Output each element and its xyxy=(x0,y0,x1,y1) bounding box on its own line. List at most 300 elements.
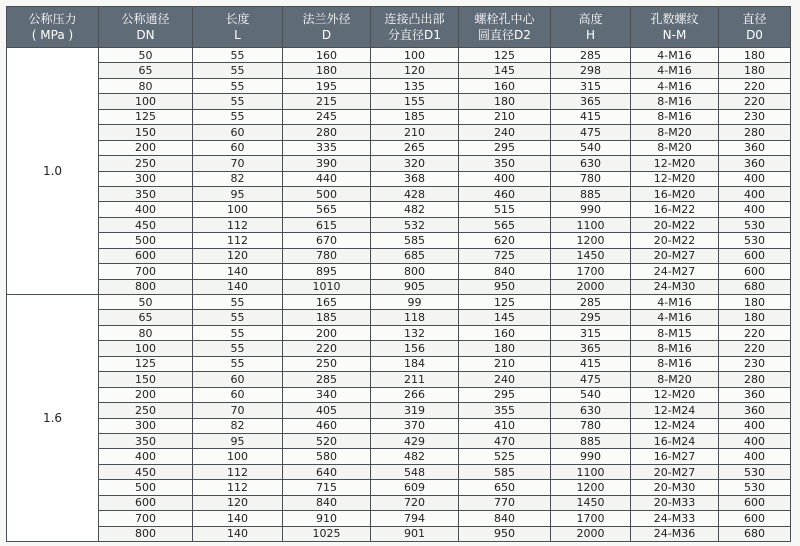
table-cell: 400 xyxy=(459,171,551,186)
table-cell: 600 xyxy=(719,511,791,526)
table-cell: 24-M33 xyxy=(631,511,719,526)
table-cell: 65 xyxy=(99,310,193,325)
table-cell: 112 xyxy=(193,480,283,495)
table-cell: 140 xyxy=(193,526,283,541)
table-cell: 295 xyxy=(551,310,631,325)
table-cell: 530 xyxy=(719,480,791,495)
table-cell: 4-M16 xyxy=(631,78,719,93)
column-header xyxy=(371,7,459,48)
table-cell: 180 xyxy=(719,48,791,63)
table-cell: 460 xyxy=(283,418,371,433)
table-row xyxy=(7,480,791,495)
table-cell: 565 xyxy=(283,202,371,217)
table-cell: 12-M24 xyxy=(631,418,719,433)
table-cell: 405 xyxy=(283,403,371,418)
table-cell: 885 xyxy=(551,433,631,448)
table-cell: 450 xyxy=(99,217,193,232)
table-cell: 901 xyxy=(371,526,459,541)
table-cell: 210 xyxy=(459,356,551,371)
table-cell: 80 xyxy=(99,78,193,93)
column-header-line1: 孔数螺纹 xyxy=(650,12,699,26)
table-cell: 95 xyxy=(193,186,283,201)
table-cell: 220 xyxy=(719,78,791,93)
table-cell: 630 xyxy=(551,156,631,171)
column-header-line2: D0 xyxy=(746,28,763,42)
column-header-line2: L xyxy=(234,28,241,42)
table-cell: 12-M20 xyxy=(631,387,719,402)
table-cell: 24-M27 xyxy=(631,264,719,279)
table-cell: 210 xyxy=(371,125,459,140)
column-header-line2: H xyxy=(585,28,596,42)
table-cell: 24-M36 xyxy=(631,526,719,541)
table-cell: 100 xyxy=(371,48,459,63)
table-cell: 100 xyxy=(99,94,193,109)
table-cell: 140 xyxy=(193,279,283,294)
column-header-line1: 高度 xyxy=(578,12,603,26)
table-cell: 16-M27 xyxy=(631,449,719,464)
table-row xyxy=(7,78,791,93)
table-cell: 100 xyxy=(193,449,283,464)
table-cell: 220 xyxy=(283,341,371,356)
table-cell: 100 xyxy=(99,341,193,356)
table-cell: 350 xyxy=(459,156,551,171)
table-cell: 60 xyxy=(193,372,283,387)
column-header-line2: 分直径D1 xyxy=(388,28,441,42)
table-row xyxy=(7,248,791,263)
table-cell: 620 xyxy=(459,233,551,248)
table-cell: 500 xyxy=(99,233,193,248)
table-cell: 525 xyxy=(459,449,551,464)
table-cell: 2000 xyxy=(551,526,631,541)
table-cell: 95 xyxy=(193,433,283,448)
table-cell: 16-M20 xyxy=(631,186,719,201)
table-cell: 600 xyxy=(719,495,791,510)
table-row xyxy=(7,94,791,109)
table-cell: 365 xyxy=(551,341,631,356)
table-cell: 1450 xyxy=(551,248,631,263)
table-cell: 60 xyxy=(193,140,283,155)
table-cell: 20-M27 xyxy=(631,464,719,479)
table-cell: 600 xyxy=(99,248,193,263)
table-cell: 180 xyxy=(719,295,791,310)
column-header-line1: 直径 xyxy=(742,12,767,26)
table-cell: 280 xyxy=(719,372,791,387)
table-cell: 475 xyxy=(551,125,631,140)
table-cell: 365 xyxy=(551,94,631,109)
table-cell: 24-M30 xyxy=(631,279,719,294)
table-cell: 8-M20 xyxy=(631,125,719,140)
table-cell: 500 xyxy=(283,186,371,201)
table-row xyxy=(7,217,791,232)
table-row xyxy=(7,433,791,448)
column-header xyxy=(719,7,791,48)
table-row xyxy=(7,325,791,340)
table-row xyxy=(7,464,791,479)
table-cell: 370 xyxy=(371,418,459,433)
table-cell: 780 xyxy=(551,418,631,433)
table-cell: 895 xyxy=(283,264,371,279)
table-row xyxy=(7,295,791,310)
table-cell: 300 xyxy=(99,171,193,186)
table-cell: 250 xyxy=(283,356,371,371)
table-body xyxy=(7,48,791,542)
table-cell: 360 xyxy=(719,140,791,155)
table-cell: 500 xyxy=(99,480,193,495)
table-row xyxy=(7,140,791,155)
table-cell: 280 xyxy=(283,125,371,140)
table-cell: 530 xyxy=(719,464,791,479)
table-cell: 285 xyxy=(551,295,631,310)
table-cell: 211 xyxy=(371,372,459,387)
table-cell: 65 xyxy=(99,63,193,78)
table-cell: 1010 xyxy=(283,279,371,294)
table-cell: 905 xyxy=(371,279,459,294)
table-cell: 145 xyxy=(459,63,551,78)
table-cell: 585 xyxy=(371,233,459,248)
table-row xyxy=(7,279,791,294)
table-cell: 780 xyxy=(551,171,631,186)
table-cell: 530 xyxy=(719,217,791,232)
column-header-line1: 长度 xyxy=(225,12,250,26)
table-cell: 950 xyxy=(459,526,551,541)
table-cell: 715 xyxy=(283,480,371,495)
table-cell: 8-M20 xyxy=(631,372,719,387)
table-cell: 245 xyxy=(283,109,371,124)
table-cell: 55 xyxy=(193,325,283,340)
table-cell: 360 xyxy=(719,156,791,171)
table-row xyxy=(7,264,791,279)
table-cell: 20-M33 xyxy=(631,495,719,510)
table-cell: 55 xyxy=(193,48,283,63)
table-row xyxy=(7,511,791,526)
table-row xyxy=(7,233,791,248)
table-cell: 482 xyxy=(371,449,459,464)
table-cell: 250 xyxy=(99,156,193,171)
table-row xyxy=(7,418,791,433)
table-cell: 160 xyxy=(459,78,551,93)
table-cell: 390 xyxy=(283,156,371,171)
table-cell: 600 xyxy=(99,495,193,510)
table-cell: 1450 xyxy=(551,495,631,510)
table-cell: 770 xyxy=(459,495,551,510)
table-cell: 82 xyxy=(193,418,283,433)
table-cell: 195 xyxy=(283,78,371,93)
column-header-line2: 圆直径D2 xyxy=(478,28,531,42)
table-cell: 230 xyxy=(719,109,791,124)
table-cell: 450 xyxy=(99,464,193,479)
table-cell: 240 xyxy=(459,125,551,140)
table-cell: 319 xyxy=(371,403,459,418)
table-cell: 100 xyxy=(193,202,283,217)
table-cell: 55 xyxy=(193,295,283,310)
table-cell: 8-M16 xyxy=(631,109,719,124)
table-cell: 440 xyxy=(283,171,371,186)
table-cell: 160 xyxy=(283,48,371,63)
table-cell: 670 xyxy=(283,233,371,248)
table-cell: 55 xyxy=(193,94,283,109)
table-cell: 120 xyxy=(193,248,283,263)
table-cell: 125 xyxy=(99,356,193,371)
table-cell: 910 xyxy=(283,511,371,526)
table-cell: 609 xyxy=(371,480,459,495)
table-cell: 140 xyxy=(193,511,283,526)
table-cell: 315 xyxy=(551,325,631,340)
table-cell: 400 xyxy=(99,202,193,217)
column-header-line2: DN xyxy=(136,28,155,42)
table-cell: 400 xyxy=(99,449,193,464)
table-cell: 400 xyxy=(719,171,791,186)
table-cell: 145 xyxy=(459,310,551,325)
table-cell: 1100 xyxy=(551,217,631,232)
table-cell: 266 xyxy=(371,387,459,402)
table-row xyxy=(7,109,791,124)
table-cell: 185 xyxy=(283,310,371,325)
table-cell: 125 xyxy=(459,48,551,63)
table-cell: 640 xyxy=(283,464,371,479)
table-cell: 155 xyxy=(371,94,459,109)
table-cell: 135 xyxy=(371,78,459,93)
table-row xyxy=(7,526,791,541)
table-cell: 8-M16 xyxy=(631,341,719,356)
table-cell: 360 xyxy=(719,403,791,418)
table-cell: 470 xyxy=(459,433,551,448)
table-row xyxy=(7,449,791,464)
table-row xyxy=(7,202,791,217)
table-cell: 4-M16 xyxy=(631,63,719,78)
table-cell: 70 xyxy=(193,156,283,171)
table-cell: 400 xyxy=(719,418,791,433)
column-header xyxy=(283,7,371,48)
table-cell: 630 xyxy=(551,403,631,418)
table-cell: 8-M15 xyxy=(631,325,719,340)
table-cell: 180 xyxy=(459,341,551,356)
table-header xyxy=(7,7,791,48)
table-cell: 16-M24 xyxy=(631,433,719,448)
table-cell: 415 xyxy=(551,109,631,124)
table-cell: 230 xyxy=(719,356,791,371)
table-cell: 184 xyxy=(371,356,459,371)
table-cell: 50 xyxy=(99,295,193,310)
table-cell: 840 xyxy=(459,264,551,279)
table-cell: 548 xyxy=(371,464,459,479)
column-header-line1: 公称通径 xyxy=(121,12,170,26)
column-header-line2: ( MPa ) xyxy=(31,28,74,42)
table-cell: 250 xyxy=(99,403,193,418)
table-cell: 220 xyxy=(719,325,791,340)
table-cell: 185 xyxy=(371,109,459,124)
table-cell: 4-M16 xyxy=(631,48,719,63)
table-cell: 532 xyxy=(371,217,459,232)
table-cell: 80 xyxy=(99,325,193,340)
table-cell: 20-M27 xyxy=(631,248,719,263)
table-cell: 298 xyxy=(551,63,631,78)
table-cell: 410 xyxy=(459,418,551,433)
column-header xyxy=(193,7,283,48)
table-cell: 680 xyxy=(719,279,791,294)
table-cell: 800 xyxy=(371,264,459,279)
table-cell: 125 xyxy=(459,295,551,310)
table-cell: 150 xyxy=(99,372,193,387)
table-cell: 840 xyxy=(283,495,371,510)
table-cell: 4-M16 xyxy=(631,310,719,325)
table-cell: 700 xyxy=(99,511,193,526)
table-cell: 120 xyxy=(193,495,283,510)
table-cell: 285 xyxy=(283,372,371,387)
table-cell: 840 xyxy=(459,511,551,526)
table-cell: 885 xyxy=(551,186,631,201)
table-cell: 200 xyxy=(99,140,193,155)
table-cell: 125 xyxy=(99,109,193,124)
table-row xyxy=(7,403,791,418)
table-cell: 55 xyxy=(193,63,283,78)
table-cell: 1200 xyxy=(551,233,631,248)
table-cell: 180 xyxy=(719,310,791,325)
table-cell: 265 xyxy=(371,140,459,155)
table-cell: 520 xyxy=(283,433,371,448)
table-cell: 20-M22 xyxy=(631,217,719,232)
table-cell: 132 xyxy=(371,325,459,340)
table-cell: 82 xyxy=(193,171,283,186)
table-cell: 112 xyxy=(193,217,283,232)
table-cell: 200 xyxy=(283,325,371,340)
table-cell: 60 xyxy=(193,125,283,140)
table-cell: 585 xyxy=(459,464,551,479)
table-cell: 400 xyxy=(719,449,791,464)
table-row xyxy=(7,372,791,387)
table-cell: 530 xyxy=(719,233,791,248)
table-row xyxy=(7,48,791,63)
table-cell: 112 xyxy=(193,464,283,479)
table-cell: 400 xyxy=(719,186,791,201)
table-cell: 120 xyxy=(371,63,459,78)
table-cell: 140 xyxy=(193,264,283,279)
column-header xyxy=(551,7,631,48)
table-cell: 600 xyxy=(719,264,791,279)
table-cell: 200 xyxy=(99,387,193,402)
table-cell: 20-M30 xyxy=(631,480,719,495)
column-header xyxy=(99,7,193,48)
table-cell: 460 xyxy=(459,186,551,201)
table-cell: 680 xyxy=(719,526,791,541)
table-cell: 360 xyxy=(719,387,791,402)
table-cell: 180 xyxy=(283,63,371,78)
table-cell: 180 xyxy=(719,63,791,78)
table-cell: 720 xyxy=(371,495,459,510)
column-header xyxy=(631,7,719,48)
table-row xyxy=(7,171,791,186)
table-cell: 160 xyxy=(459,325,551,340)
table-cell: 8-M16 xyxy=(631,356,719,371)
table-cell: 1200 xyxy=(551,480,631,495)
table-cell: 295 xyxy=(459,140,551,155)
table-cell: 600 xyxy=(719,248,791,263)
table-cell: 215 xyxy=(283,94,371,109)
table-cell: 240 xyxy=(459,372,551,387)
table-cell: 950 xyxy=(459,279,551,294)
table-cell: 1025 xyxy=(283,526,371,541)
table-cell: 8-M16 xyxy=(631,94,719,109)
table-cell: 780 xyxy=(283,248,371,263)
column-header xyxy=(7,7,99,48)
table-row xyxy=(7,125,791,140)
table-cell: 220 xyxy=(719,94,791,109)
table-cell: 55 xyxy=(193,109,283,124)
table-cell: 685 xyxy=(371,248,459,263)
column-header-line1: 公称压力 xyxy=(28,12,77,26)
column-header-line1: 法兰外径 xyxy=(302,12,351,26)
table-row xyxy=(7,186,791,201)
table-row xyxy=(7,156,791,171)
table-cell: 2000 xyxy=(551,279,631,294)
table-cell: 20-M22 xyxy=(631,233,719,248)
table-cell: 990 xyxy=(551,202,631,217)
table-cell: 1700 xyxy=(551,264,631,279)
table-cell: 12-M24 xyxy=(631,403,719,418)
table-cell: 295 xyxy=(459,387,551,402)
table-row xyxy=(7,310,791,325)
table-cell: 285 xyxy=(551,48,631,63)
table-cell: 55 xyxy=(193,310,283,325)
table-cell: 55 xyxy=(193,341,283,356)
table-cell: 482 xyxy=(371,202,459,217)
table-row xyxy=(7,63,791,78)
table-cell: 55 xyxy=(193,78,283,93)
table-cell: 315 xyxy=(551,78,631,93)
table-cell: 400 xyxy=(719,433,791,448)
table-cell: 55 xyxy=(193,356,283,371)
table-cell: 1100 xyxy=(551,464,631,479)
table-cell: 615 xyxy=(283,217,371,232)
flange-spec-table xyxy=(6,6,791,542)
table-cell: 4-M16 xyxy=(631,295,719,310)
table-cell: 700 xyxy=(99,264,193,279)
header-row xyxy=(7,7,791,48)
table-cell: 350 xyxy=(99,186,193,201)
pressure-cell: 1.0 xyxy=(7,48,99,295)
table-cell: 12-M20 xyxy=(631,156,719,171)
table-cell: 800 xyxy=(99,279,193,294)
table-cell: 50 xyxy=(99,48,193,63)
column-header xyxy=(459,7,551,48)
table-cell: 794 xyxy=(371,511,459,526)
table-cell: 400 xyxy=(719,202,791,217)
table-cell: 990 xyxy=(551,449,631,464)
table-cell: 180 xyxy=(459,94,551,109)
table-row xyxy=(7,341,791,356)
table-cell: 429 xyxy=(371,433,459,448)
table-cell: 300 xyxy=(99,418,193,433)
table-cell: 112 xyxy=(193,233,283,248)
table-row xyxy=(7,387,791,402)
column-header-line2: N-M xyxy=(662,28,687,42)
table-row xyxy=(7,495,791,510)
table-cell: 580 xyxy=(283,449,371,464)
table-cell: 156 xyxy=(371,341,459,356)
table-cell: 565 xyxy=(459,217,551,232)
table-cell: 515 xyxy=(459,202,551,217)
table-cell: 280 xyxy=(719,125,791,140)
table-cell: 355 xyxy=(459,403,551,418)
table-cell: 12-M20 xyxy=(631,171,719,186)
table-cell: 335 xyxy=(283,140,371,155)
table-cell: 210 xyxy=(459,109,551,124)
table-cell: 60 xyxy=(193,387,283,402)
table-cell: 415 xyxy=(551,356,631,371)
table-cell: 540 xyxy=(551,387,631,402)
table-cell: 475 xyxy=(551,372,631,387)
column-header-line1: 螺栓孔中心 xyxy=(474,12,535,26)
pressure-cell: 1.6 xyxy=(7,295,99,542)
